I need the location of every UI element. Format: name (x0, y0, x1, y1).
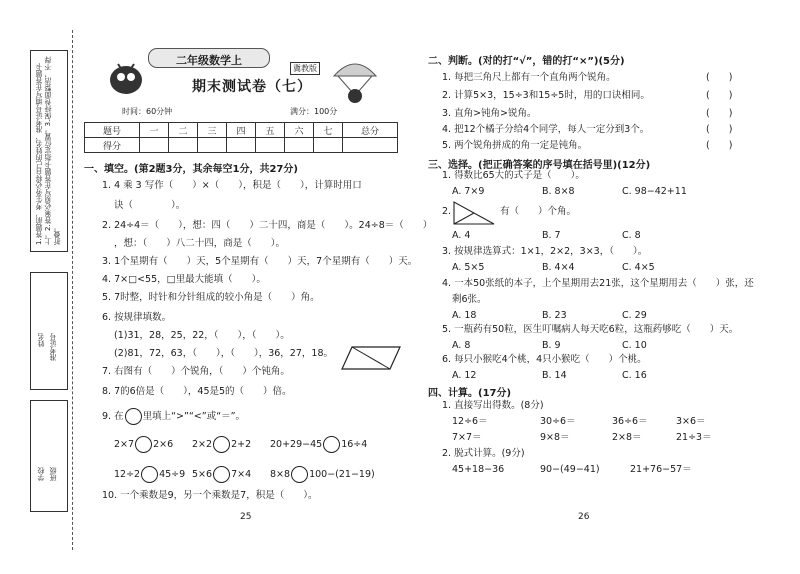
choice-5: 5. 一瓶药有50粒，医生叮嘱病人每天吃6粒，这瓶药够吃（ ）天。 (442, 324, 739, 335)
bee-mascot-icon (104, 58, 148, 98)
score-cell[interactable] (313, 138, 342, 153)
score-cell[interactable] (169, 138, 198, 153)
calc-step-item: 21+76−57＝ (630, 464, 692, 475)
choice-3-a: A. 5×5 (452, 262, 485, 273)
judge-2: 2. 计算5×3，15÷3和15÷5时，用的口诀相同。 (442, 90, 650, 101)
judge-3: 3. 直角>钝角>锐角。 (442, 108, 537, 119)
calc-item: 30÷6＝ (540, 416, 576, 427)
section-1-title: 一、填空。(第2题3分，其余每空1分，共27分) (84, 164, 298, 175)
binding-sidebar (0, 0, 80, 574)
calc-item: 7×7＝ (452, 432, 482, 443)
choice-5-a: A. 8 (452, 340, 471, 351)
q8: 8. 7的6倍是（ ），45是5的（ ）倍。 (102, 386, 292, 397)
compare-circle[interactable] (141, 466, 158, 483)
score-table (84, 122, 398, 153)
q4: 4. 7×□<55，□里最大能填（ ）。 (102, 274, 266, 285)
judge-1: 1. 每把三角尺上都有一个直角两个锐角。 (442, 72, 616, 83)
q9-expr: 2×7 (114, 439, 135, 450)
calc-item: 2×8＝ (612, 432, 642, 443)
choice-3-b: B. 4×4 (542, 262, 575, 273)
score-cell: 三 (198, 123, 227, 138)
judge-blank-4[interactable]: ( ) (706, 124, 733, 135)
time-label: 时间：60分钟 (122, 107, 173, 116)
q9-expr: 2×6 (153, 439, 174, 450)
q9 (102, 408, 245, 425)
banner-ribbon (148, 48, 270, 68)
choice-4-b: B. 23 (542, 310, 567, 321)
judge-blank-1[interactable]: ( ) (706, 72, 733, 83)
compare-circle[interactable] (135, 436, 152, 453)
name-label: 姓名 (37, 333, 45, 347)
score-cell[interactable] (342, 138, 397, 153)
q9-prefix: 9. 在 (102, 411, 124, 422)
choice-2-num: 2. (442, 206, 452, 217)
q6-sub2: (2)81，72，63，（ ），（ ），36，27，18。 (114, 348, 333, 359)
notice-text: 1.答题前，考生务必将自己的姓名、准考证号填写在答题卡上。2.答案必须写在答题卡指定位置。3.保持卷面整洁，不得折叠。 (35, 56, 61, 245)
name-box (30, 272, 68, 390)
notice-box (30, 50, 68, 252)
choice-1-a: A. 7×9 (452, 186, 485, 197)
judge-5: 5. 两个锐角拼成的角一定是钝角。 (442, 140, 588, 151)
choice-2-c: C. 8 (622, 230, 641, 241)
q6: 6. 按规律填数。 (102, 312, 172, 323)
choice-6-c: C. 16 (622, 370, 647, 381)
judge-blank-5[interactable]: ( ) (706, 140, 733, 151)
q6-sub1: (1)31，28，25，22，（ ），（ ）。 (114, 330, 290, 341)
q5: 5. 7时整，时针和分针组成的较小角是（ ）角。 (102, 292, 320, 303)
calc-2: 2. 脱式计算。(9分) (442, 448, 525, 459)
calc-item: 36÷6＝ (612, 416, 648, 427)
edition-badge: 冀教版 (290, 62, 320, 75)
q9-expr: 45÷9 (159, 469, 186, 480)
score-table-row (85, 138, 398, 153)
q9-expr: 5×6 (192, 469, 213, 480)
q9-row1 (114, 436, 173, 453)
choice-3: 3. 按规律选算式：1×1，2×2，3×3，（ ）。 (442, 246, 648, 257)
choice-2: 有（ ）个角。 (500, 206, 577, 217)
judge-blank-3[interactable]: ( ) (706, 108, 733, 119)
page-number-right: 26 (578, 512, 590, 522)
score-cell: 总分 (342, 123, 397, 138)
q7: 7. 右图有（ ）个锐角，（ ）个钝角。 (102, 366, 290, 377)
choice-4-a: A. 18 (452, 310, 477, 321)
score-cell: 题号 (85, 123, 140, 138)
choice-6-b: B. 14 (542, 370, 567, 381)
section-2-title: 二、判断。(对的打“√”，错的打“×”)(5分) (428, 56, 625, 67)
q9-expr: 16÷4 (341, 439, 368, 450)
calc-step-item: 90−(49−41) (540, 464, 600, 475)
q9-row2 (270, 466, 375, 483)
q9-row2 (192, 466, 251, 483)
q9-expr: 100−(21−19) (309, 469, 375, 480)
q2-line1: 2. 24÷4＝（ ），想：四（ ）二十四，商是（ ）。24÷8＝（ ） (102, 220, 433, 231)
choice-4-c: C. 29 (622, 310, 647, 321)
q3: 3. 1个星期有（ ）天，5个星期有（ ）天，7个星期有（ ）天。 (102, 256, 418, 267)
parallelogram-figure (340, 345, 402, 371)
judge-blank-2[interactable]: ( ) (706, 90, 733, 101)
page-title: 期末测试卷（七） (192, 79, 312, 95)
q9-expr: 20+29−45 (270, 439, 323, 450)
q9-expr: 2+2 (231, 439, 252, 450)
q1-line2: 诀（ ）。 (114, 200, 186, 211)
calc-1: 1. 直接写出得数。(8分) (442, 400, 544, 411)
parachute-mascot-icon (330, 56, 380, 104)
circle-blank (125, 408, 142, 425)
choice-1-b: B. 8×8 (542, 186, 575, 197)
choice-5-c: C. 10 (622, 340, 647, 351)
calc-item: 9×8＝ (540, 432, 570, 443)
page-number-left: 25 (240, 512, 252, 522)
choice-2-b: B. 7 (542, 230, 561, 241)
judge-4: 4. 把12个橘子分给4个同学，每人一定分到3个。 (442, 124, 650, 135)
score-cell: 二 (169, 123, 198, 138)
calc-item: 12÷6＝ (452, 416, 488, 427)
score-cell: 七 (313, 123, 342, 138)
q1-line1: 1. 4 乘 3 写作（ ）×（ ），积是（ ），计算时用口 (102, 180, 362, 191)
score-cell[interactable] (284, 138, 313, 153)
choice-4-line2: 剩6张。 (452, 294, 487, 305)
calc-item: 3×6＝ (676, 416, 706, 427)
choice-6: 6. 每只小猴吃4个桃，4只小猴吃（ ）个桃。 (442, 354, 647, 365)
choice-3-c: C. 4×5 (622, 262, 655, 273)
score-cell[interactable] (255, 138, 284, 153)
q9-expr: 2×2 (192, 439, 213, 450)
score-cell: 得分 (85, 138, 140, 153)
binding-line (72, 30, 73, 550)
score-cell: 五 (255, 123, 284, 138)
choice-4-line1: 4. 一本50张纸的本子，上个星期用去21张，这个星期用去（ ）张，还 (442, 278, 754, 289)
choice-5-b: B. 9 (542, 340, 561, 351)
score-cell[interactable] (226, 138, 255, 153)
score-label: 满分：100分 (290, 107, 338, 116)
choice-1-c: C. 98−42+11 (622, 186, 687, 197)
score-cell: 四 (226, 123, 255, 138)
score-cell[interactable] (140, 138, 169, 153)
section-3-title: 三、选择。(把正确答案的序号填在括号里)(12分) (428, 160, 651, 171)
q10: 10. 一个乘数是9，另一个乘数是7，积是（ ）。 (102, 490, 318, 501)
triangle-figure (452, 200, 496, 226)
calc-item: 21÷3＝ (676, 432, 712, 443)
score-table-header (85, 123, 398, 138)
q9-row2 (114, 466, 185, 483)
school-label: 学校 (37, 467, 45, 481)
q9-suffix: 里填上“>”“<”或“＝”。 (142, 411, 246, 422)
school-box (30, 400, 68, 512)
compare-circle[interactable] (323, 436, 340, 453)
q2-line2: ，想：（ ）八二十四，商是（ ）。 (114, 238, 286, 249)
q9-row1 (270, 436, 367, 453)
compare-circle[interactable] (213, 466, 230, 483)
choice-1: 1. 得数比65大的式子是（ ）。 (442, 170, 585, 181)
section-4-title: 四、计算。(17分) (428, 388, 512, 399)
banner-text: 二年级数学上 (176, 54, 242, 67)
q9-expr: 8×8 (270, 469, 291, 480)
score-cell: 一 (140, 123, 169, 138)
score-cell: 六 (284, 123, 313, 138)
choice-2-a: A. 4 (452, 230, 471, 241)
choice-6-a: A. 12 (452, 370, 477, 381)
exam-id-label: 准考证号 (49, 333, 57, 361)
q9-expr: 7×4 (231, 469, 252, 480)
compare-circle[interactable] (291, 466, 308, 483)
class-label: 班级 (49, 467, 57, 481)
calc-step-item: 45+18−36 (452, 464, 505, 475)
score-cell[interactable] (198, 138, 227, 153)
compare-circle[interactable] (213, 436, 230, 453)
q9-expr: 12÷2 (114, 469, 141, 480)
q9-row1 (192, 436, 251, 453)
